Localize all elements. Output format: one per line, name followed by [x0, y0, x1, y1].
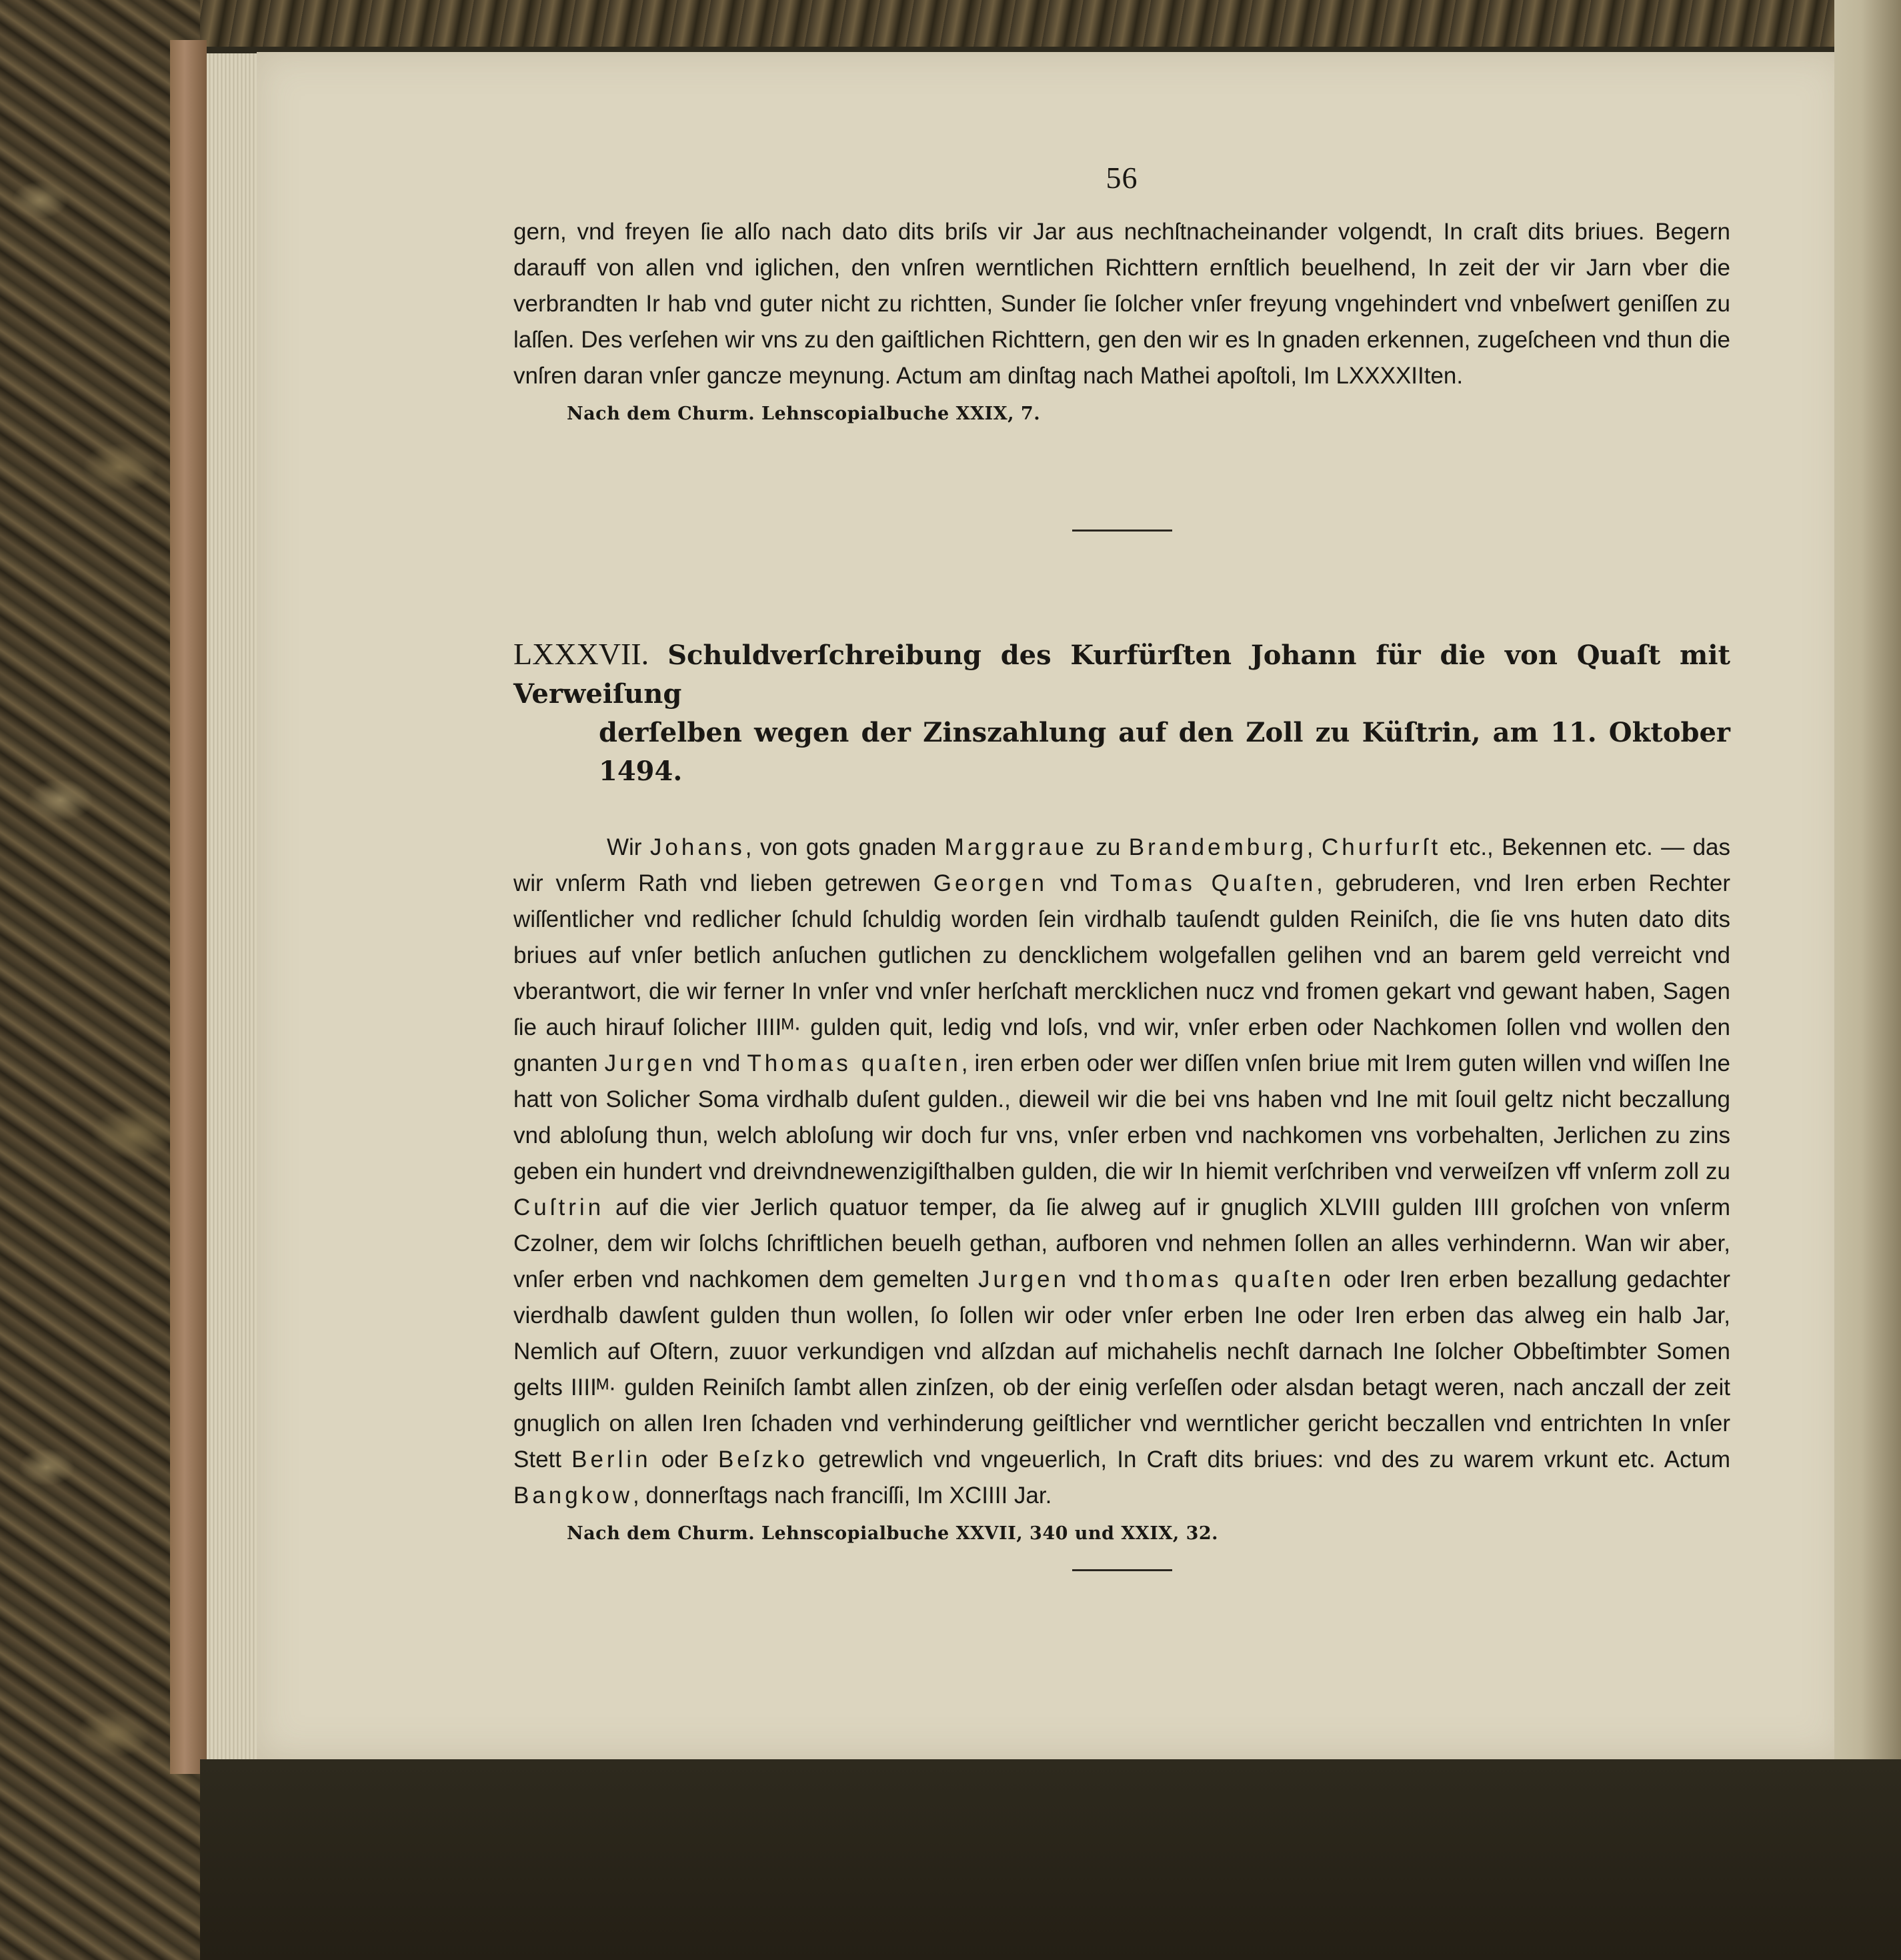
place-berlin: Berlin	[571, 1446, 651, 1473]
body-text: oder	[651, 1446, 718, 1473]
place-bangkow: Bangkow	[513, 1483, 633, 1509]
continuation-source-note: Nach dem Churm. Lehnscopialbuche XXIX, 7.	[567, 403, 1041, 424]
name-georgen: Georgen	[933, 870, 1048, 896]
body-text: vnd	[1047, 870, 1110, 896]
name-thomas-quasten: Thomas quaſten	[747, 1050, 962, 1076]
body-text: ,	[1306, 834, 1322, 860]
body-text: vnd	[695, 1050, 747, 1076]
cover-right	[1834, 0, 1901, 1960]
name-churfurst: Churfurſt	[1321, 834, 1442, 860]
document-source-note: Nach dem Churm. Lehnscopialbuche XXVII, 340 und XXIX, 32.	[567, 1523, 1219, 1544]
name-brandemburg: Brandemburg	[1128, 834, 1307, 860]
page-number: 56	[1106, 161, 1138, 195]
name-thomas-quasten-2: thomas quaſten	[1125, 1266, 1335, 1292]
closing-divider	[1072, 1569, 1172, 1571]
marbled-cover-top	[0, 0, 1901, 47]
document-number: LXXXVII.	[513, 637, 649, 671]
body-text: getrewlich vnd vngeuerlich, In Craft dits briues: vnd des zu warem vrkunt etc. Actum	[808, 1446, 1730, 1473]
document-heading	[513, 635, 1730, 791]
body-text: Wir	[607, 834, 650, 860]
body-text: , iren erben oder wer diſſen vnſen briue mit Irem guten willen vnd wiſſen Ine hatt von Solicher Soma virdhalb duſent gulden., dieweil wir die bei vns haben vnd Ine mit ſouil geltz nicht beczallung vnd abloſung thun, welch abloſung wir doch fur vns, vnſer erben vnd nachkomen vns vorbehalten, Jerlichen zu zins geben ein hundert vnd dreivndnewenzigiſthalben gulden, die wir In hiemit verſchriben vnd verweiſzen vff vnſerm zoll zu	[513, 1050, 1730, 1184]
name-jurgen-2: Jurgen	[978, 1266, 1070, 1292]
body-text: , donnerſtags nach franciſſi, Im XCIIII Jar.	[632, 1483, 1052, 1509]
body-text: etc., Bekennen etc. — das wir vnſerm Rath vnd lieben getrewen	[513, 834, 1730, 896]
body-text: zu	[1087, 834, 1129, 860]
section-divider	[1072, 530, 1172, 532]
book-spine-edge	[170, 40, 207, 1774]
document-title-line1: Schuldverſchreibung des Kurfürſten Johann für die von Quaſt mit Verweiſung	[513, 640, 1730, 710]
body-text: , von gots gnaden	[745, 834, 945, 860]
page-content	[513, 160, 1730, 1571]
place-custrin: Cuſtrin	[513, 1194, 605, 1220]
name-marggraue: Marggraue	[944, 834, 1088, 860]
body-text: vnd	[1070, 1266, 1126, 1292]
document-body	[513, 830, 1730, 1514]
place-beszko: Beſzko	[717, 1446, 808, 1473]
document-title-line2: derſelben wegen der Zinszahlung auf den Zoll zu Küſtrin, am 11. Oktober 1494.	[599, 717, 1730, 787]
name-johans: Johans	[649, 834, 745, 860]
continuation-paragraph: gern, vnd freyen ſie alſo nach dato dits briſs vir Jar aus nechſtnacheinander volgendt, In craſt dits briues. Begern darauff von allen vnd iglichen, den vnſren werntlichen Richttern ernſtlich beuelhend, In zeit der vir Jarn vber die verbrandten Ir hab vnd guter nicht zu richtten, Sunder ſie ſolcher vnſer freyung vngehindert vnd vnbeſwert geniſſen zu laſſen. Des verſehen wir vns zu den gaiſtlichen Richttern, gen den wir es In gnaden erkennen, zugeſcheen vnd thun die vnſren daran vnſer gancze meynung. Actum am dinſtag nach Mathei apoſtoli, Im LXXXXIIten.	[513, 219, 1730, 389]
name-jurgen: Jurgen	[604, 1050, 696, 1076]
background-bottom	[200, 1759, 1901, 1960]
body-text: , gebruderen, vnd Iren erben Rechter wiſſentlicher vnd redlicher ſchuld ſchuldig worden ſein virdhalb tauſendt gulden Reiniſch, die ſie vns huten dato dits briues auf vnſer betlich anſuchen gutlichen zu dencklichem wolgefallen gelihen vnd an barem geld verreicht vnd vberantwort, die wir ferner In vnſer vnd vnſer herſchaft mercklichen nucz vnd fromen gekart vnd gewant haben, Sagen ſie auch hirauf ſolicher IIIIᴹ· gulden quit, ledig vnd loſs, vnd wir, vnſer erben oder Nachkomen ſollen vnd wollen den gnanten	[513, 870, 1730, 1076]
page-stack-edge	[207, 53, 260, 1761]
body-text: oder Iren erben bezallung gedachter vierdhalb dawſent gulden thun wollen, ſo ſollen wir oder vnſer erben Ine oder Iren erben das alweg ein halb Jar, Nemlich auf Oſtern, zuuor verkundigen vnd alſzdan auf michahelis nechſt darnach Ine ſolcher Obbeſtimbter Somen gelts IIIIᴹ· gulden Reiniſch ſambt allen zinſzen, ob der einig verſeſſen oder alsdan betagt weren, nach anczall der zeit gnuglich on allen Iren ſchaden vnd verhinderung geiſtlicher vnd werntlicher gericht beczallen vnd entrichten In vnſer Stett	[513, 1266, 1730, 1473]
body-text: auf die vier Jerlich quatuor temper, da ſie alweg auf ir gnuglich XLVIII gulden IIII groſchen von vnſerm Czolner, dem wir ſolchs ſchriftlichen beuelh gethan, aufboren vnd nehmen ſollen an alles verhindernn. Wan wir aber, vnſer erben vnd nachkomen dem gemelten	[513, 1194, 1730, 1292]
name-tomas-quasten: Tomas Quaſten	[1110, 870, 1317, 896]
